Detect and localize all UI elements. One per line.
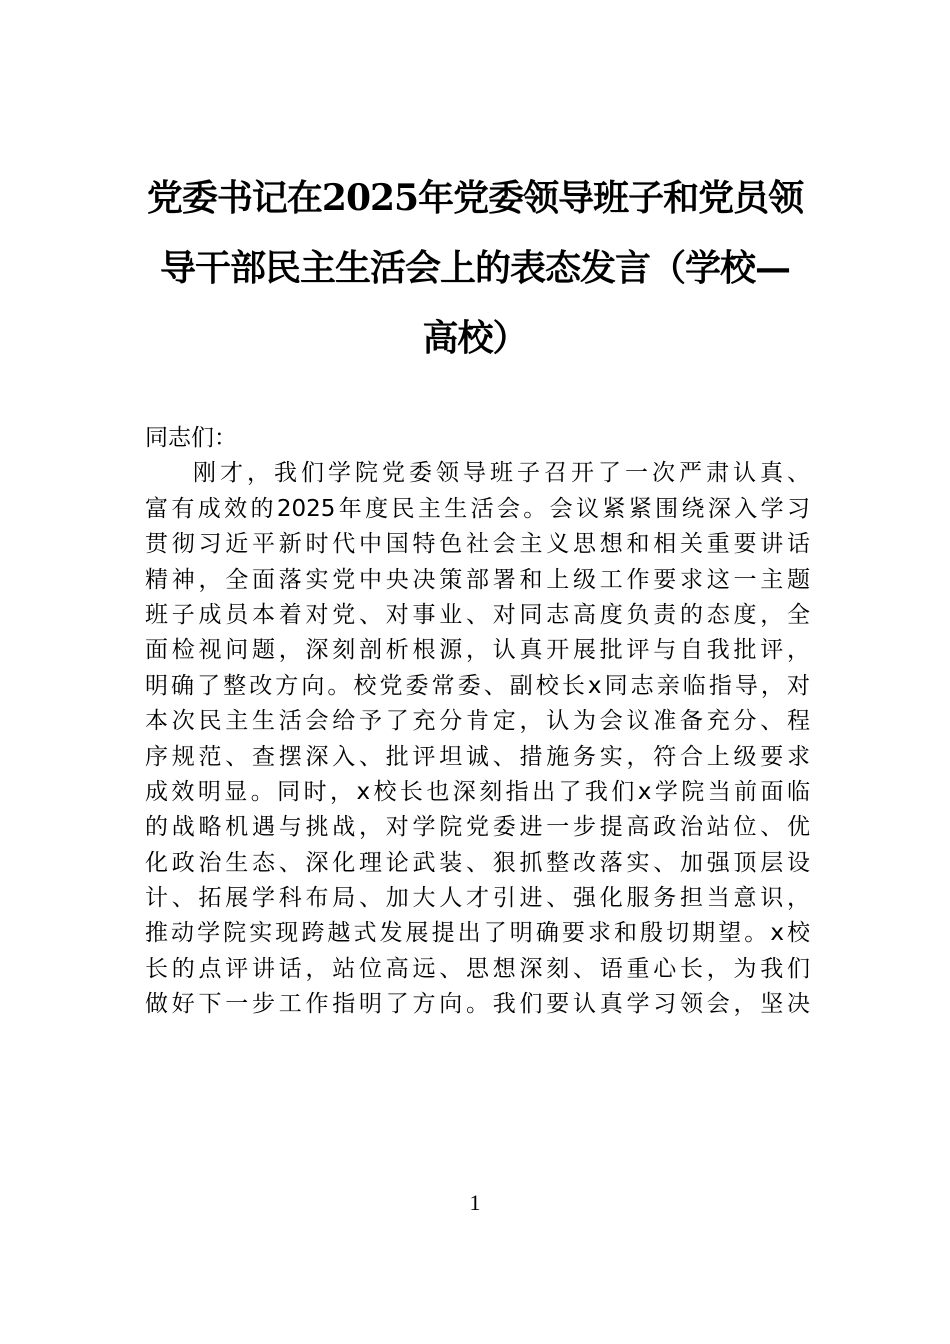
paragraph-line: 化政治生态、深化理论武装、狠抓整改落实、加强顶层设 [145,849,810,876]
title-line-2: 导干部民主生活会上的表态发言（学校— [159,247,790,289]
paragraph-line: 长的点评讲话，站位高远、思想深刻、语重心长，为我们 [145,955,810,982]
paragraph-line: 精神，全面落实党中央决策部署和上级工作要求这一主题 [145,566,810,593]
paragraph-line: 贯彻习近平新时代中国特色社会主义思想和相关重要讲话 [145,531,810,558]
paragraph-line: 计、拓展学科布局、加大人才引进、强化服务担当意识， [145,885,810,912]
document-body [145,421,810,1023]
paragraph-line: 本次民主生活会给予了充分肯定，认为会议准备充分、程 [145,708,810,735]
paragraph-line: 成效明显。同时，x校长也深刻指出了我们x学院当前面临 [145,778,810,805]
paragraph-line: 做好下一步工作指明了方向。我们要认真学习领会，坚决 [145,991,810,1018]
paragraph-line: 班子成员本着对党、对事业、对同志高度负责的态度，全 [145,601,810,628]
title-line-1: 党委书记在2025年党委领导班子和党员领 [146,177,804,219]
paragraph-line: 明确了整改方向。校党委常委、副校长x同志亲临指导，对 [145,672,810,699]
title-line-3: 高校） [422,317,528,359]
paragraph-line: 富有成效的2025年度民主生活会。会议紧紧围绕深入学习 [145,495,810,522]
salutation: 同志们： [145,425,237,451]
paragraph-line: 刚才，我们学院党委领导班子召开了一次严肃认真、 [193,460,810,487]
document-title [140,163,810,373]
page-number: 1 [469,1190,481,1215]
paragraph-line: 推动学院实现跨越式发展提出了明确要求和殷切期望。x校 [145,920,810,947]
paragraph-line: 序规范、查摆深入、批评坦诚、措施务实，符合上级要求 [145,743,810,770]
paragraph-line: 面检视问题，深刻剖析根源，认真开展批评与自我批评， [145,637,810,664]
paragraph-line: 的战略机遇与挑战，对学院党委进一步提高政治站位、优 [145,814,810,841]
